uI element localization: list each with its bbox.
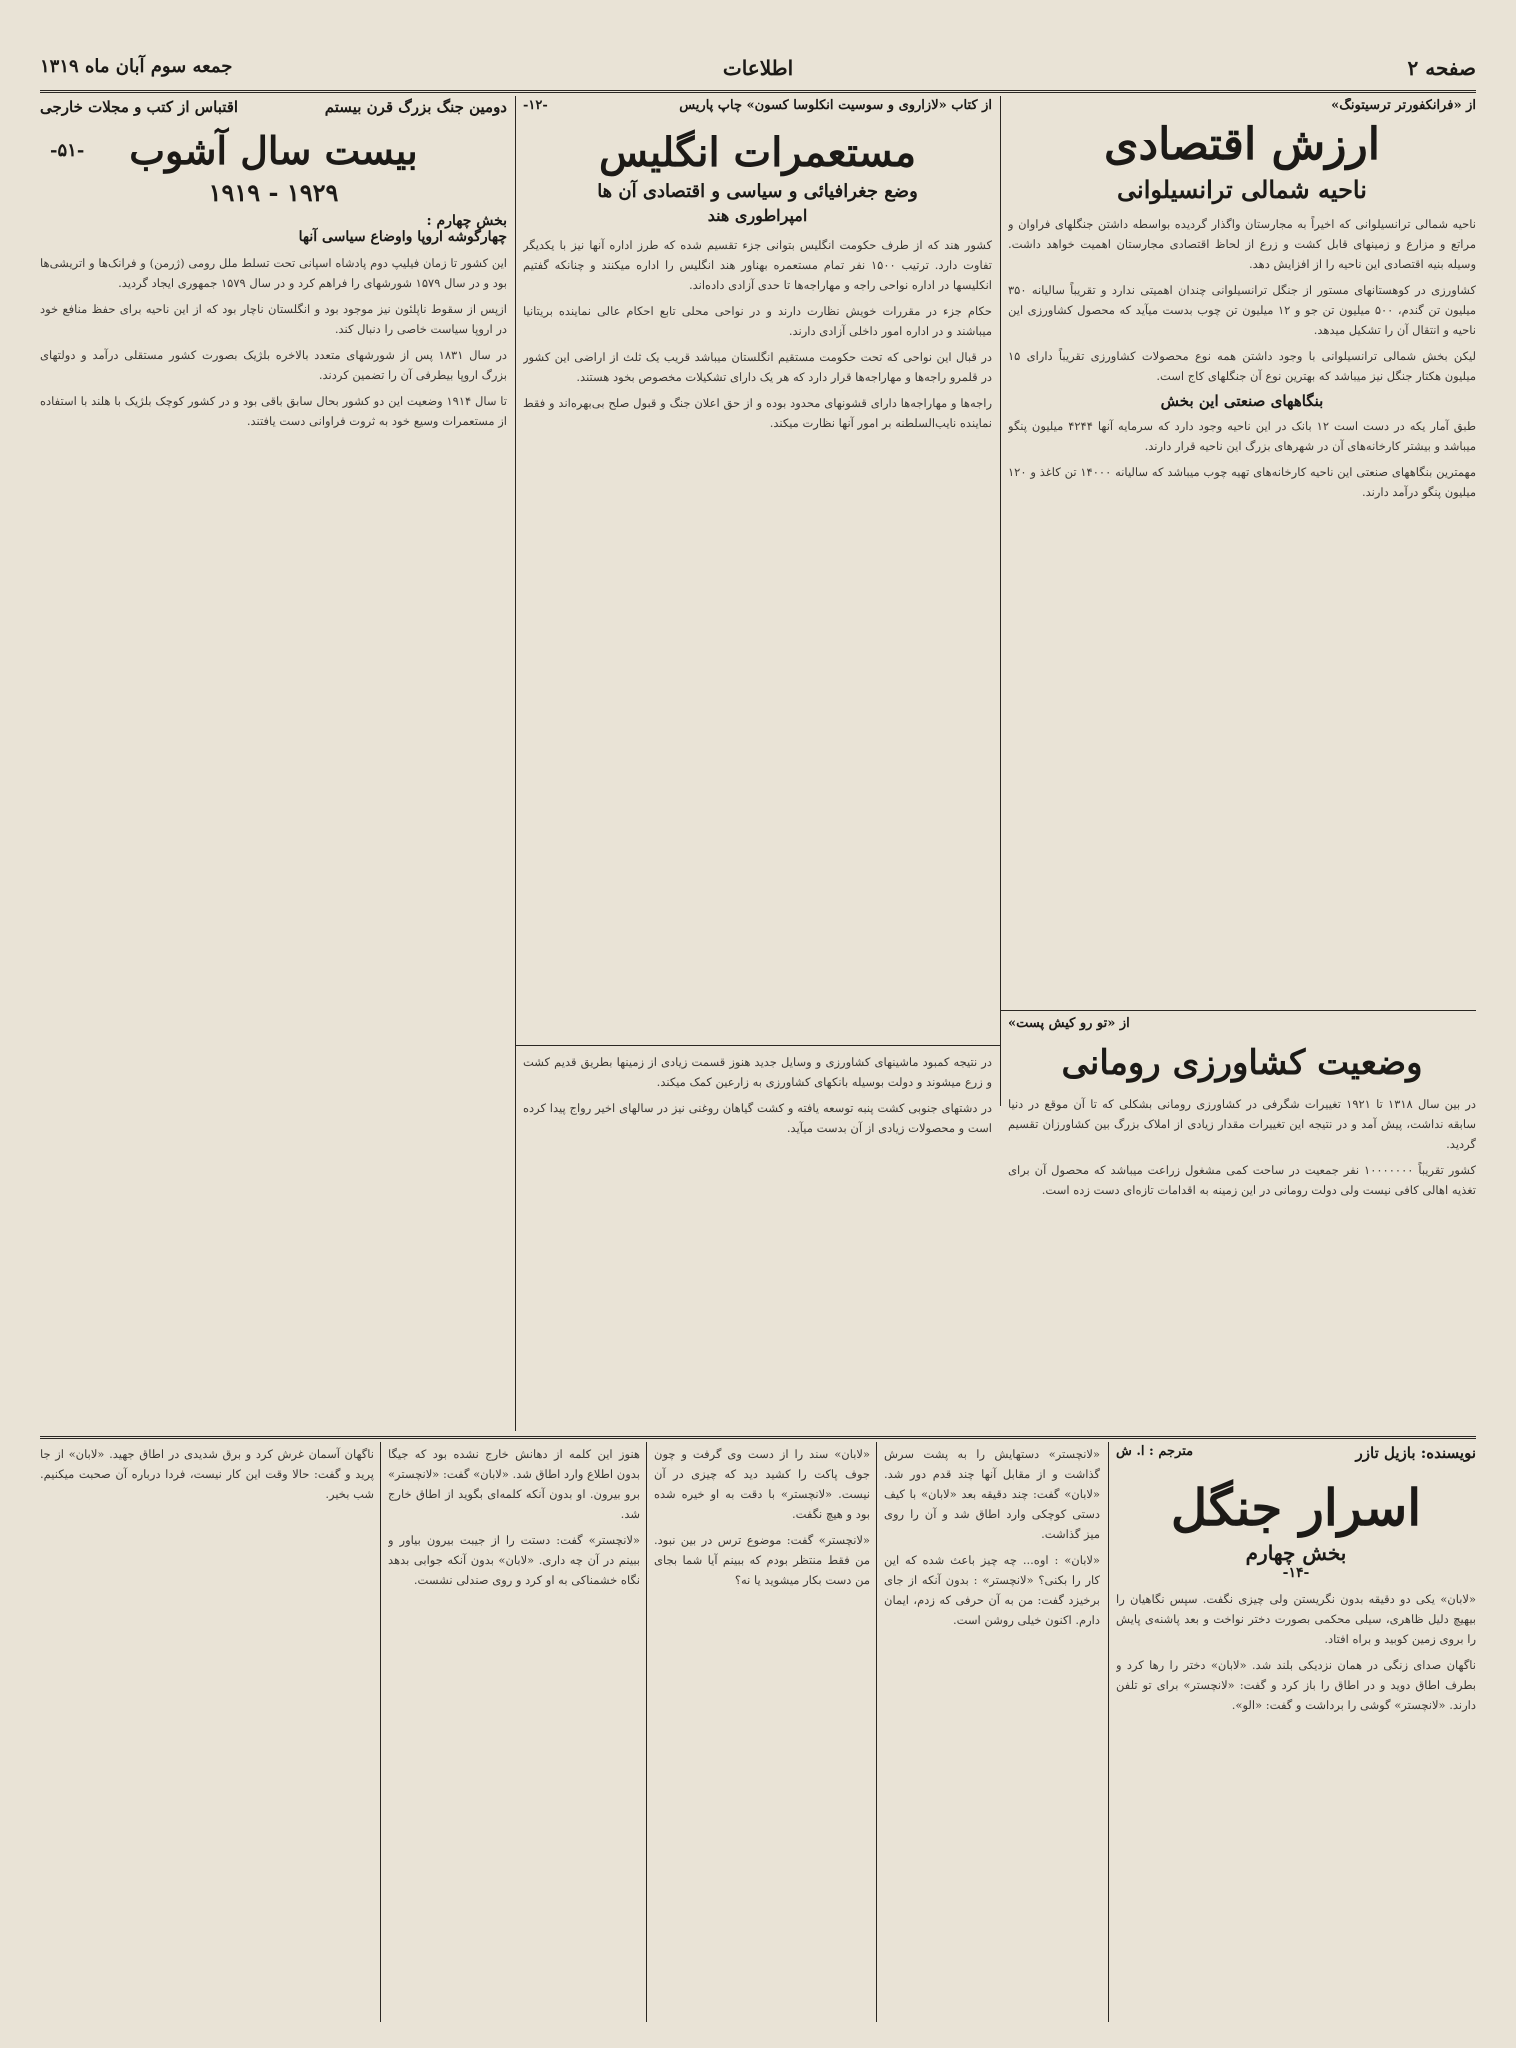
paragraph: در قبال این نواحی که تحت حکومت مستقیم انگلستان میباشد قریب یک ثلث از اراضی این کشور در قلمرو راجه‌ها و مهاراجه‌ها قرار دارد که هر یک دارای تشکیلات مخصوص بخود هستند. xyxy=(523,350,992,384)
colonies-body xyxy=(523,235,992,433)
twenty-years-body xyxy=(40,253,507,431)
page-number: صفحه ۲ xyxy=(1407,56,1476,80)
economy-title: ارزش اقتصادی xyxy=(1104,119,1380,170)
twenty-years-years: ۱۹۲۹ - ۱۹۱۹ xyxy=(208,177,339,207)
romania-body-b xyxy=(523,1052,992,1138)
paragraph: کشور تقریباً ۱۰۰۰۰۰۰۰ نفر جمعیت در ساحت کمی مشغول زراعت میباشد که محصول آن برای تغذیه اهالی کافی نیست ولی دولت رومانی در این زمینه به اقدامات تازه‌ای دست زده است. xyxy=(1008,1163,1476,1198)
paragraph: «لابان» سند را از دست وی گرفت و چون جوف پاکت را کشید دید که چیزی در آن نیست. «لانچستر» با دقت به او خیره شده بود و هیچ نگفت. xyxy=(654,1447,870,1521)
paragraph: تا سال ۱۹۱۴ وضعیت این دو کشور بحال سابق باقی بود و در کشور کوچک بلژیک با هلند با استفاده از مستعمرات وسیع خود به ثروت فراوانی دست یافتند. xyxy=(40,393,507,428)
jungle-translator: مترجم : ا. ش xyxy=(1116,1444,1194,1459)
jungle-article xyxy=(1116,1444,1476,2024)
paragraph: در بین سال ۱۳۱۸ تا ۱۹۲۱ تغییرات شگرفی در کشاورزی رومانی بشکلی که تا آن موقع در دنیا سابقه نداشت، پیش آمد و در نتیجه این تغییرات مقدار زیادی از املاک بزرگ بین کشاورزان تقسیم گردید. xyxy=(1008,1097,1476,1152)
paragraph: لیکن بخش شمالی ترانسیلوانی با وجود داشتن همه نوع محصولات کشاورزی تقریباً دارای ۱۵ میلیون هکتار جنگل نیز میباشد که بهترین نوع آن جنگلهای کاج است. xyxy=(1008,349,1476,384)
paragraph: «لانچستر» دستهایش را به پشت سرش گذاشت و از مقابل آنها چند قدم دور شد. «لابان» گفت: چند دقیقه بعد «لابان» با کیف دستی کوچکی وارد اطاق شد و آن را روی میز گذاشت. xyxy=(884,1447,1100,1541)
economy-body xyxy=(1008,214,1476,386)
mid-page-rule xyxy=(40,1436,1476,1439)
jungle-body-d xyxy=(388,1444,640,1590)
romania-body-a xyxy=(1008,1094,1476,1200)
jungle-title: اسرار جنگل xyxy=(1170,1478,1422,1537)
section-divider xyxy=(1000,1010,1476,1011)
paragraph: در سال ۱۸۳۱ پس از شورشهای متعدد بالاخره بلژیک بصورت کشور مستقلی درآمد و دولتهای بزرگ اروپا بیطرفی آن را تضمین کردند. xyxy=(40,347,507,382)
column-divider xyxy=(646,1442,647,2022)
jungle-body-e xyxy=(40,1444,374,1504)
paragraph: ناگهان آسمان غرش کرد و برق شدیدی در اطاق جهید. «لابان» از جا پرید و گفت: حالا وقت این کار نیست، فردا درباره آن صحبت میکنیم. شب بخیر. xyxy=(40,1447,374,1501)
jungle-part: بخش چهارم xyxy=(1245,1541,1347,1565)
column-divider xyxy=(380,1442,381,2022)
economy-subtitle: ناحیه شمالی ترانسیلوانی xyxy=(1117,175,1367,205)
paragraph: کشور هند که از طرف حکومت انگلیس بتوانی جزء تقسیم شده که طرز اداره آنها نیز با یکدیگر تفاوت دارد. ترتیب ۱۵۰۰ نفر تمام مستعمره بهناور هند انگلیس را اداره میکنند و چنانکه گفتیم انکلیسها در اداره نواحی راجه و مهاراجه‌ها تا حدی آزادی داده‌اند. xyxy=(523,238,992,292)
economy-kicker: از «فرانکفورتر ترسیتونگ» xyxy=(1331,98,1476,113)
twenty-years-title-row xyxy=(40,130,507,172)
twenty-years-title: بیست سال آشوب xyxy=(129,128,418,173)
paragraph: «لانچستر» گفت: موضوع ترس در بین نبود. من فقط منتظر بودم که ببینم آیا شما بجای من دست بکار میشوید یا نه؟ xyxy=(654,1533,870,1587)
romania-kicker: از «تو رو کیش پست» xyxy=(1008,1016,1130,1031)
economy-section-heading: بنگاههای صنعتی این بخش xyxy=(1160,392,1324,411)
paragraph: این کشور تا زمان فیلیپ دوم پادشاه اسپانی تحت تسلط ملل رومی (ژرمن) و فرانک‌ها و اتریشی‌ها بود و در سال ۱۵۷۹ شورشهای را فراهم کرد و در سال ۱۵۷۹ جمهوری ایجاد گردید. xyxy=(40,255,507,290)
column-divider xyxy=(1108,1442,1109,2022)
paragraph: ناگهان صدای زنگی در همان نزدیکی بلند شد. «لابان» دختر را رها کرد و بطرف اطاق دوید و در اطاق را باز کرد و گفت: «لانچستر» برای تو تلفن دارند. «لانچستر» گوشی را برداشت و گفت: «الو». xyxy=(1116,1658,1476,1712)
newspaper-name: اطلاعات xyxy=(722,56,794,80)
column-divider xyxy=(876,1442,877,2022)
jungle-body-a xyxy=(1116,1589,1476,1715)
twenty-years-part-label: بخش چهارم : xyxy=(426,212,507,229)
twenty-years-article xyxy=(40,98,507,1428)
jungle-column-2 xyxy=(884,1444,1100,2024)
paragraph: در نتیجه کمبود ماشینهای کشاورزی و وسایل جدید هنوز قسمت زیادی از زمینها بطریق قدیم کشت و زرع میشوند و دولت بوسیله بانکهای کشاورزی به زارعین کمک میکند. xyxy=(523,1055,992,1089)
paragraph: «لانچستر» گفت: دستت را از جیبت بیرون بیاور و ببینم در آن چه داری. «لابان» بدون آنکه جوابی بدهد نگاه خشمناکی به او کرد و روی صندلی نشست. xyxy=(388,1533,640,1587)
page-header xyxy=(40,56,1476,86)
jungle-author: نویسنده: بازیل تازر xyxy=(1355,1444,1476,1462)
paragraph: «لابان» یکی دو دقیقه بدون نگریستن ولی چیزی نگفت. سپس نگاهیان را بیهیچ دلیل ظاهری، سیلی محکمی بصورت دختر نواخت و بعد پاشنه‌ی پایش را بروی زمین کوبید و براه افتاد. xyxy=(1116,1592,1476,1646)
colonies-kicker: از کتاب «لازاروی و سوسیت انکلوسا کسون» چاپ پاریس xyxy=(679,98,992,113)
jungle-column-5 xyxy=(40,1444,374,2024)
colonies-subtitle: وضع جغرافیائی و سیاسی و اقتصادی آن ها xyxy=(597,181,918,202)
colonies-section-label: امپراطوری هند xyxy=(707,206,808,225)
jungle-body-c xyxy=(654,1444,870,1590)
economy-article xyxy=(1008,98,1476,1003)
paragraph: ازپس از سقوط ناپلئون نیز موجود بود و انگلستان ناچار بود که از این ناحیه برای حفظ منافع خود در اروپا سیاست خاصی را دنبال کند. xyxy=(40,301,507,336)
twenty-years-source: اقتباس از کتب و مجلات خارجی xyxy=(40,98,239,116)
romania-title: وضعیت کشاورزی رومانی xyxy=(1061,1043,1423,1083)
twenty-years-header xyxy=(40,98,507,116)
paragraph: طبق آمار یکه در دست است ۱۲ بانک در این ناحیه وجود دارد که سرمایه آنها ۴۲۴۴ میلیون پنگو میباشد و بیشتر کارخانه‌های آن در شهرهای بزرگ این ناحیه قرار دارند. xyxy=(1008,419,1476,454)
colonies-article xyxy=(523,98,992,1038)
section-divider xyxy=(515,1045,1000,1046)
jungle-column-4 xyxy=(388,1444,640,2024)
paragraph: ناحیه شمالی ترانسیلوانی که اخیراً به مجارستان واگذار گردیده بواسطه داشتن جنگلهای فراوان و مراتع و مزارع و زمینهای قابل کشت و زرع از لحاظ اقتصادی مجارستان اهمیت خواهد داشت. وسیله بنیه اقتصادی این ناحیه را از افزایش دهد. xyxy=(1008,217,1476,272)
jungle-body-b xyxy=(884,1444,1100,1630)
colonies-header xyxy=(523,98,992,113)
jungle-header xyxy=(1116,1444,1476,1462)
paragraph: هنوز این کلمه از دهانش خارج نشده بود که جیگا بدون اطلاع وارد اطاق شد. «لابان» گفت: «لانچستر» برو بیرون. او بدون آنکه کلمه‌ای بگوید از اطاق خارج شد. xyxy=(388,1447,640,1521)
paragraph: «لابان» : اوه... چه چیز باعث شده که این کار را بکنی؟ «لانچستر» : بدون آنکه از جای برخیزد گفت: من به آن حرفی که زدم، ایمان دارم. اکنون خیلی روشن است. xyxy=(884,1553,1100,1627)
paragraph: کشاورزی در کوهستانهای مستور از جنگل ترانسیلوانی چندان اهمیتی ندارد و تقریباً سالیانه ۳۵۰ میلیون تن گندم، ۵۰۰ میلیون تن جو و ۱۲ میلیون تن چوب بدست میآید که محصول کشاورزی این ناحیه و انتقال آن را تشکیل میدهد. xyxy=(1008,283,1476,338)
jungle-number: -۱۴- xyxy=(1282,1565,1310,1581)
paragraph: راجه‌ها و مهاراجه‌ها دارای قشونهای محدود بوده و از حق اعلان جنگ و قبول صلح بی‌بهره‌اند و فقط نماینده نایب‌السلطنه بر امور آنها نظارت میکند. xyxy=(523,396,992,430)
paragraph: مهمترین بنگاههای صنعتی این ناحیه کارخانه‌های تهیه چوب میباشد که سالیانه ۱۴۰۰۰ تن کاغذ و ۱۲۰ میلیون پنگو درآمد دارند. xyxy=(1008,465,1476,500)
paragraph: حکام جزء در مقررات خویش نظارت دارند و در نواحی محلی تابع احکام عالی نماینده بریتانیا میباشند و در اداره امور داخلی آزادی دارند. xyxy=(523,304,992,338)
twenty-years-part-title: چهارگوشه اروپا واوضاع سیاسی آنها xyxy=(298,228,507,245)
jungle-column-3 xyxy=(654,1444,870,2024)
romania-article xyxy=(1008,1016,1476,1428)
economy-section-body xyxy=(1008,416,1476,502)
twenty-years-kicker: دومین جنگ بزرگ قرن بیستم xyxy=(324,98,507,116)
header-rule xyxy=(40,90,1476,93)
twenty-years-number: -۵۱- xyxy=(50,140,85,161)
romania-continued xyxy=(523,1052,992,1428)
column-divider xyxy=(1000,96,1001,1106)
issue-date: جمعه سوم آبان ماه ۱۳۱۹ xyxy=(40,56,233,77)
colonies-number: -۱۲- xyxy=(523,98,548,113)
paragraph: در دشتهای جنوبی کشت پنبه توسعه یافته و کشت گیاهان روغنی نیز در سالهای اخیر رواج پیدا کرده است و محصولات زیادی از آن بدست میآید. xyxy=(523,1101,992,1135)
column-divider xyxy=(515,96,516,1431)
colonies-title: مستعمرات انگلیس xyxy=(598,129,916,176)
